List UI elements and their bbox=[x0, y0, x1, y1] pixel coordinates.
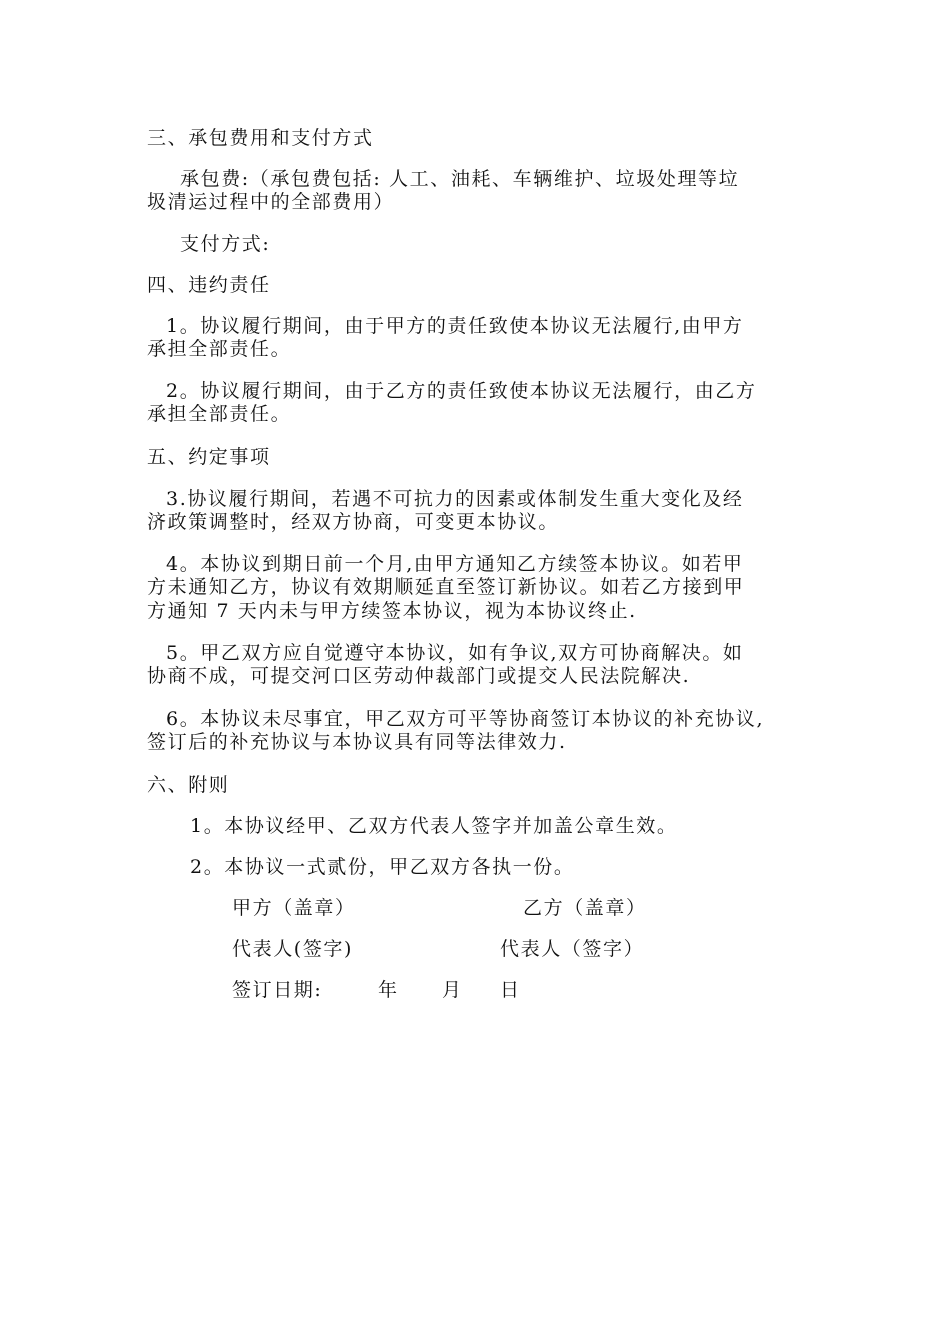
signing-date-month: 月 bbox=[442, 979, 463, 1001]
section-5-item-3-line-2: 济政策调整时，经双方协商，可变更本协议。 bbox=[147, 511, 560, 533]
section-4-heading: 四、违约责任 bbox=[147, 274, 271, 296]
party-b-representative: 代表人（签字） bbox=[500, 938, 645, 960]
section-4-item-2-line-2: 承担全部责任。 bbox=[147, 403, 292, 425]
signing-date-label: 签订日期: bbox=[232, 979, 323, 1001]
party-a-seal: 甲方（盖章） bbox=[232, 897, 356, 919]
party-a-representative: 代表人(签字) bbox=[232, 938, 354, 960]
section-6-item-1: 1。本协议经甲、乙双方代表人签字并加盖公章生效。 bbox=[190, 815, 678, 837]
section-5-item-5-line-2: 协商不成，可提交河口区劳动仲裁部门或提交人民法院解决. bbox=[147, 665, 691, 687]
section-5-item-4-line-1: 4。本协议到期日前一个月,由甲方通知乙方续签本协议。如若甲 bbox=[166, 553, 744, 575]
section-6-heading: 六、附则 bbox=[147, 774, 230, 796]
party-b-seal: 乙方（盖章） bbox=[523, 897, 647, 919]
section-5-item-6-line-2: 签订后的补充协议与本协议具有同等法律效力. bbox=[147, 731, 567, 753]
section-3-payment: 支付方式: bbox=[180, 233, 271, 255]
signing-date-day: 日 bbox=[500, 979, 521, 1001]
section-5-item-5-line-1: 5。甲乙双方应自觉遵守本协议，如有争议,双方可协商解决。如 bbox=[166, 642, 744, 664]
signing-date-year: 年 bbox=[378, 979, 399, 1001]
section-3-fee-line-1: 承包费:（承包费包括: 人工、油耗、车辆维护、垃圾处理等垃 bbox=[180, 168, 740, 190]
section-5-heading: 五、约定事项 bbox=[147, 446, 271, 468]
section-3-heading: 三、承包费用和支付方式 bbox=[147, 127, 374, 149]
section-5-item-4-line-2: 方未通知乙方，协议有效期顺延直至签订新协议。如若乙方接到甲 bbox=[147, 576, 745, 598]
section-3-fee-line-2: 圾清运过程中的全部费用） bbox=[147, 191, 395, 213]
section-4-item-1-line-1: 1。协议履行期间，由于甲方的责任致使本协议无法履行,由甲方 bbox=[166, 315, 744, 337]
section-5-item-3-line-1: 3.协议履行期间，若遇不可抗力的因素或体制发生重大变化及经 bbox=[166, 488, 744, 510]
section-4-item-2-line-1: 2。协议履行期间，由于乙方的责任致使本协议无法履行，由乙方 bbox=[166, 380, 757, 402]
section-4-item-1-line-2: 承担全部责任。 bbox=[147, 338, 292, 360]
section-5-item-4-line-3: 方通知 7 天内未与甲方续签本协议，视为本协议终止. bbox=[147, 600, 637, 622]
section-6-item-2: 2。本协议一式贰份，甲乙双方各执一份。 bbox=[190, 856, 575, 878]
section-5-item-6-line-1: 6。本协议未尽事宜，甲乙双方可平等协商签订本协议的补充协议, bbox=[166, 708, 765, 730]
